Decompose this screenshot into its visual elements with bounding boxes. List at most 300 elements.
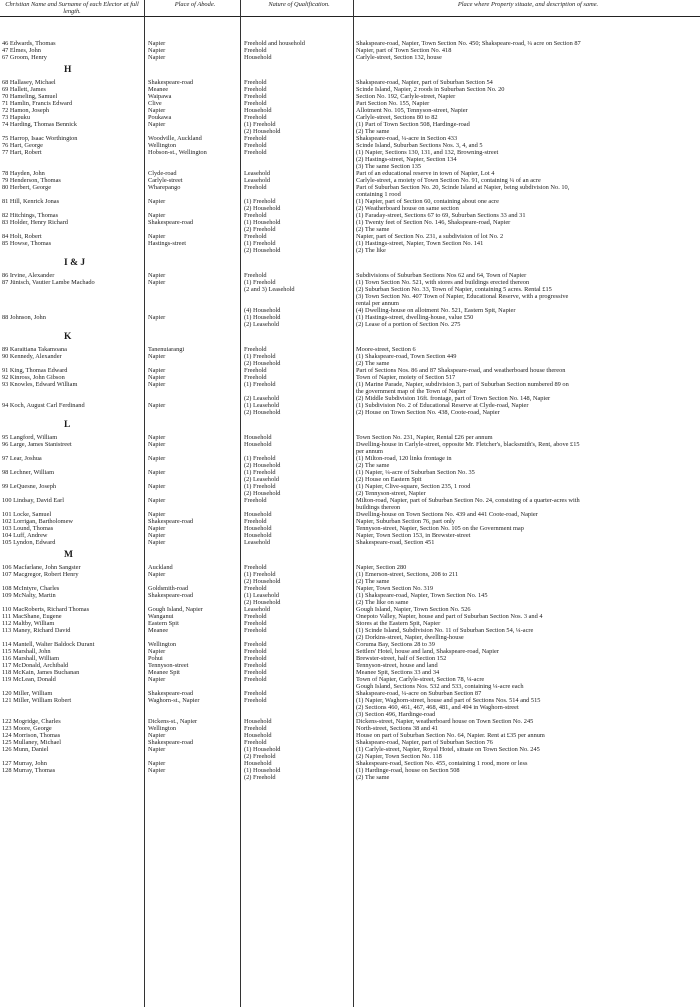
qualification: Freehold <box>244 374 267 381</box>
elector-name: 90 Kennedy, Alexander <box>2 353 62 360</box>
table-row <box>0 226 700 233</box>
place-of-abode: Napier <box>148 511 166 518</box>
qualification: Freehold <box>244 184 267 191</box>
header-rule <box>0 16 700 17</box>
elector-name: 70 Hameling, Samuel <box>2 93 58 100</box>
table-row <box>0 163 700 170</box>
table-row <box>0 599 700 606</box>
qualification: Household <box>244 532 272 539</box>
qualification: (1) Freehold <box>244 571 276 578</box>
elector-name: 101 Locke, Samuel <box>2 511 52 518</box>
property-description: (1) Twenty feet of Section No. 146, Shakspeare-road, Napier <box>356 219 511 226</box>
place-of-abode: Tennyson-street <box>148 662 189 669</box>
qualification: (2) Leasehold <box>244 476 280 483</box>
place-of-abode: Napier <box>148 212 166 219</box>
table-row <box>0 79 700 86</box>
qualification: (2) Household <box>244 599 281 606</box>
table-row <box>0 353 700 360</box>
property-description: Subdivisions of Suburban Sections Nos 62 and 64, Town of Napier <box>356 272 527 279</box>
property-description: (1) Hastings-street, Napier, Town Section No. 141 <box>356 240 484 247</box>
place-of-abode: Napier <box>148 469 166 476</box>
qualification: Leasehold <box>244 177 271 184</box>
elector-name: 115 Marshall, John <box>2 648 51 655</box>
property-description: Brewster-street, half of Section 152 <box>356 655 447 662</box>
qualification: (1) Leasehold <box>244 592 280 599</box>
table-row <box>0 86 700 93</box>
qualification: Household <box>244 760 272 767</box>
table-row <box>0 114 700 121</box>
table-row <box>0 54 700 61</box>
property-description: Carlyle-street, Section 132, house <box>356 54 442 61</box>
property-description: Dickens-street, Napier, weatherboard house on Town Section No. 245 <box>356 718 534 725</box>
property-description: House on part of Suburban Section No. 64, Napier. Rent at £35 per annum <box>356 732 545 739</box>
property-description: Carlyle-street, Sections 80 to 82 <box>356 114 438 121</box>
qualification: Freehold <box>244 79 267 86</box>
place-of-abode: Napier <box>148 121 166 128</box>
table-row <box>0 504 700 511</box>
table-row <box>0 634 700 641</box>
elector-name: 85 Howse, Thomas <box>2 240 52 247</box>
property-description: (3) Section 496, Hardinge-road <box>356 711 436 718</box>
qualification: Freehold <box>244 641 267 648</box>
elector-name: 125 Mullaney, Michael <box>2 739 61 746</box>
property-description: Section No. 192, Carlyle-street, Napier <box>356 93 456 100</box>
elector-name: 103 Lound, Thomas <box>2 525 54 532</box>
qualification: Freehold <box>244 47 267 54</box>
place-of-abode: Napier <box>148 381 166 388</box>
qualification: (2) Household <box>244 205 281 212</box>
place-of-abode: Napier <box>148 676 166 683</box>
qualification: (2) Household <box>244 247 281 254</box>
qualification: Freehold <box>244 114 267 121</box>
elector-name: 76 Hart, George <box>2 142 43 149</box>
qualification: Freehold and household <box>244 40 305 47</box>
table-row <box>0 121 700 128</box>
qualification: (2) Household <box>244 578 281 585</box>
qualification: Household <box>244 54 272 61</box>
qualification: Freehold <box>244 518 267 525</box>
place-of-abode: Napier <box>148 47 166 54</box>
place-of-abode: Napier <box>148 767 166 774</box>
table-row <box>0 374 700 381</box>
place-of-abode: Napier <box>148 374 166 381</box>
qualification: Freehold <box>244 669 267 676</box>
qualification: Freehold <box>244 233 267 240</box>
qualification: (1) Freehold <box>244 121 276 128</box>
table-row <box>0 483 700 490</box>
section-letter: M <box>64 550 73 560</box>
table-row <box>0 476 700 483</box>
elector-name: 86 Irvine, Alexander <box>2 272 55 279</box>
table-row <box>0 490 700 497</box>
elector-name: 77 Hart, Robert <box>2 149 42 156</box>
property-description: (2) Hastings-street, Napier, Section 134 <box>356 156 457 163</box>
qualification: Freehold <box>244 725 267 732</box>
elector-name: 67 Groom, Henry <box>2 54 47 61</box>
qualification: Household <box>244 732 272 739</box>
table-row <box>0 100 700 107</box>
place-of-abode: Napier <box>148 367 166 374</box>
elector-name: 78 Hayden, John <box>2 170 45 177</box>
header-qualification: Nature of Qualification. <box>268 1 330 8</box>
qualification: (1) Freehold <box>244 381 276 388</box>
elector-name: 91 King, Thomas Edward <box>2 367 68 374</box>
qualification: Freehold <box>244 272 267 279</box>
property-description: (2) The like on same <box>356 599 409 606</box>
property-description: North-street, Sections 38 and 41 <box>356 725 438 732</box>
elector-name: 123 Moore, George <box>2 725 52 732</box>
table-row <box>0 156 700 163</box>
place-of-abode: Napier <box>148 54 166 61</box>
elector-name: 114 Mantell, Walter Baldock Durant <box>2 641 95 648</box>
qualification: (1) Freehold <box>244 483 276 490</box>
qualification: Freehold <box>244 620 267 627</box>
place-of-abode: Shakespeare-road <box>148 690 194 697</box>
table-row <box>0 718 700 725</box>
property-description: Dwelling-house in Carlyle-street, opposite Mr. Fletcher's, blacksmith's, Rent, above £15 <box>356 441 580 448</box>
elector-name: 47 Elmes, John <box>2 47 41 54</box>
place-of-abode: Napier <box>148 107 166 114</box>
place-of-abode: Gough Island, Napier <box>148 606 203 613</box>
property-description: Part Section No. 155, Napier <box>356 100 430 107</box>
property-description: Shakspeare-road, Napier, part of Suburban Section 76 <box>356 739 493 746</box>
property-description: (2) House on Eastern Spit <box>356 476 422 483</box>
table-row <box>0 760 700 767</box>
table-row <box>0 149 700 156</box>
place-of-abode: Wellington <box>148 641 177 648</box>
qualification: Leasehold <box>244 606 271 613</box>
qualification: Freehold <box>244 564 267 571</box>
table-row <box>0 746 700 753</box>
table-row <box>0 613 700 620</box>
elector-name: 83 Holder, Henry Richard <box>2 219 68 226</box>
elector-name: 102 Lorrigan, Bartholomew <box>2 518 73 525</box>
property-description: (1) Emerson-street, Sections, 208 to 211 <box>356 571 459 578</box>
property-description: buildings thereon <box>356 504 401 511</box>
place-of-abode: Napier <box>148 314 166 321</box>
place-of-abode: Napier <box>148 732 166 739</box>
electoral-roll <box>0 40 700 781</box>
elector-name: 72 Hamon, Joseph <box>2 107 50 114</box>
property-description: (2) Middle Subdivision 16ft. frontage, part of Town Section No. 148, Napier <box>356 395 551 402</box>
elector-name: 68 Hallasey, Michael <box>2 79 56 86</box>
property-description: Scinde Island, Napier, 2 roods in Suburban Section No. 20 <box>356 86 505 93</box>
table-row <box>0 725 700 732</box>
elector-name: 97 Lear, Joshua <box>2 455 42 462</box>
qualification: Freehold <box>244 739 267 746</box>
table-row <box>0 592 700 599</box>
qualification: Household <box>244 107 272 114</box>
place-of-abode: Napier <box>148 648 166 655</box>
place-of-abode: Shakespeare-road <box>148 219 194 226</box>
property-description: (2) Lease of a portion of Section No. 275 <box>356 321 461 328</box>
qualification: (1) Household <box>244 314 281 321</box>
qualification: (1) Household <box>244 767 281 774</box>
table-row <box>0 184 700 191</box>
property-description: Part of Sections Nos. 86 and 87 Shakspeare-road, and weatherboard house thereon <box>356 367 566 374</box>
property-description: Napier, part of Section No. 231, a subdivision of lot No. 2 <box>356 233 504 240</box>
place-of-abode: Poukawa <box>148 114 172 121</box>
property-description: (1) Shakspeare-road, Napier, Town Section No. 145 <box>356 592 488 599</box>
qualification: Freehold <box>244 367 267 374</box>
place-of-abode: Napier <box>148 353 166 360</box>
table-row <box>0 247 700 254</box>
property-description: (2) The same <box>356 128 390 135</box>
property-description: rental per annum <box>356 300 399 307</box>
qualification: (1) Household <box>244 746 281 753</box>
table-row <box>0 641 700 648</box>
table-row <box>0 455 700 462</box>
qualification: (2) Freehold <box>244 753 276 760</box>
header-elector-name: Christian Name and Surname of each Elector at full length. <box>5 1 139 15</box>
table-row <box>0 662 700 669</box>
place-of-abode: Napier <box>148 198 166 205</box>
place-of-abode: Shakespeare-road <box>148 518 194 525</box>
property-description: (1) Scinde Island, Subdivision No. 11 of Suburban Section 54, ¼-acre <box>356 627 534 634</box>
table-row <box>0 205 700 212</box>
table-row <box>0 107 700 114</box>
property-description: (2) Tennyson-street, Napier <box>356 490 426 497</box>
property-description: Town of Napier, Carlyle-street, Section 78, ¼-acre <box>356 676 485 683</box>
property-description: the government map of the Town of Napier <box>356 388 466 395</box>
table-row <box>0 402 700 409</box>
table-row <box>0 434 700 441</box>
place-of-abode: Woodville, Auckland <box>148 135 202 142</box>
elector-name: 109 McNalty, Martin <box>2 592 56 599</box>
property-description: Part of an educational reserve in town of Napier, Lot 4 <box>356 170 495 177</box>
property-description: (1) Shakspeare-road, Town Section 449 <box>356 353 457 360</box>
place-of-abode: Napier <box>148 40 166 47</box>
property-description: (3) The same Section 135 <box>356 163 422 170</box>
place-of-abode: Napier <box>148 441 166 448</box>
table-row <box>0 128 700 135</box>
elector-name: 93 Knowles, Edward William <box>2 381 78 388</box>
table-row <box>0 135 700 142</box>
table-row <box>0 346 700 353</box>
qualification: (1) Freehold <box>244 240 276 247</box>
property-description: Meanee Spit, Sections 33 and 34 <box>356 669 440 676</box>
property-description: Shakespeare-road, Section 451 <box>356 539 435 546</box>
property-description: (1) Hardinge-road, house on Section 508 <box>356 767 460 774</box>
property-description: Napier, Suburban Section 76, part only <box>356 518 455 525</box>
elector-name: 79 Henderson, Thomas <box>2 177 61 184</box>
elector-name: 104 Luff, Andrew <box>2 532 48 539</box>
property-description: Shakspeare-road, ¼-acre on Suburban Section 87 <box>356 690 482 697</box>
place-of-abode: Shakespeare-road <box>148 592 194 599</box>
property-description: (1) Part of Town Section 508, Hardinge-road <box>356 121 470 128</box>
place-of-abode: Wharepango <box>148 184 181 191</box>
table-row <box>0 518 700 525</box>
place-of-abode: Pohui <box>148 655 163 662</box>
qualification: Freehold <box>244 212 267 219</box>
elector-name: 89 Karaitiana Takamoana <box>2 346 67 353</box>
property-description: (2) Weatherboard house on same section <box>356 205 459 212</box>
table-row <box>0 739 700 746</box>
elector-name: 75 Harrop, Isaac Worthington <box>2 135 78 142</box>
elector-name: 100 Lindsay, David Earl <box>2 497 64 504</box>
table-row <box>0 497 700 504</box>
elector-name: 113 Maney, Richard David <box>2 627 71 634</box>
property-description: (2) The same <box>356 578 390 585</box>
table-row <box>0 655 700 662</box>
property-description: Onepoto Valley, Napier, house and part of Suburban Section Nos. 3 and 4 <box>356 613 543 620</box>
table-row <box>0 409 700 416</box>
property-description: (1) Marine Parade, Napier, subdivision 3, part of Suburban Section numbered 89 on <box>356 381 569 388</box>
place-of-abode: Waipawa <box>148 93 172 100</box>
qualification: Leasehold <box>244 170 271 177</box>
table-row <box>0 219 700 226</box>
table-row <box>0 191 700 198</box>
place-of-abode: Wellington <box>148 725 177 732</box>
property-description: Shakespeare-road, Section No. 455, containing 1 rood, more or less <box>356 760 528 767</box>
elector-name: 92 Kinross, John Gibson <box>2 374 65 381</box>
table-row <box>0 286 700 293</box>
qualification: (2 and 3) Leasehold <box>244 286 295 293</box>
property-description: (2) Suburban Section No. 33, Town of Napier, containing 5 acres. Rental £15 <box>356 286 552 293</box>
property-description: Napier, Town Section No. 319 <box>356 585 434 592</box>
header-place-of-abode: Place of Abode. <box>174 1 216 8</box>
place-of-abode: Carlyle-street <box>148 177 183 184</box>
place-of-abode: Meanee Spit <box>148 669 180 676</box>
qualification: Freehold <box>244 346 267 353</box>
qualification: Household <box>244 718 272 725</box>
place-of-abode: Goldsmith-road <box>148 585 189 592</box>
elector-name: 108 McIntyre, Charles <box>2 585 60 592</box>
qualification: Freehold <box>244 690 267 697</box>
place-of-abode: Napier <box>148 279 166 286</box>
place-of-abode: Hastings-street <box>148 240 187 247</box>
table-row <box>0 177 700 184</box>
place-of-abode: Shakespeare-road <box>148 739 194 746</box>
place-of-abode: Eastern Spit <box>148 620 179 627</box>
property-description: Napier, part of Town Section No. 418 <box>356 47 452 54</box>
table-row <box>0 307 700 314</box>
table-row <box>0 571 700 578</box>
table-row <box>0 690 700 697</box>
elector-name: 96 Large, James Stanistreet <box>2 441 72 448</box>
place-of-abode: Napier <box>148 571 166 578</box>
qualification: Household <box>244 441 272 448</box>
place-of-abode: Napier <box>148 497 166 504</box>
property-description: per annum <box>356 448 383 455</box>
place-of-abode: Shakespeare-road <box>148 79 194 86</box>
table-row <box>0 198 700 205</box>
elector-name: 46 Edwards, Thomas <box>2 40 56 47</box>
table-row <box>0 711 700 718</box>
table-row <box>0 767 700 774</box>
elector-name: 107 Macgregor, Robert Henry <box>2 571 79 578</box>
property-description: (1) Milton-road, 120 links frontage in <box>356 455 452 462</box>
elector-name: 84 Holt, Robert <box>2 233 42 240</box>
elector-name: 126 Munn, Daniel <box>2 746 49 753</box>
table-row <box>0 511 700 518</box>
table-row <box>0 233 700 240</box>
elector-name: 74 Harding, Thomas Bennick <box>2 121 77 128</box>
property-description: Town Section No. 231, Napier, Rental £26 per annum <box>356 434 493 441</box>
qualification: (1) Freehold <box>244 455 276 462</box>
qualification: Freehold <box>244 135 267 142</box>
table-row <box>0 620 700 627</box>
table-row <box>0 448 700 455</box>
property-description: (1) Napier, Sections 130, 131, and 132, Browning-street <box>356 149 499 156</box>
qualification: (1) Freehold <box>244 353 276 360</box>
qualification: Freehold <box>244 93 267 100</box>
elector-name: 128 Murray, Thomas <box>2 767 56 774</box>
property-description: (2) House on Town Section No. 438, Coote-road, Napier <box>356 409 500 416</box>
qualification: (2) Household <box>244 409 281 416</box>
elector-name: 94 Koch, August Carl Ferdinand <box>2 402 85 409</box>
property-description: (1) Faraday-street, Sections 67 to 69, Suburban Sections 33 and 31 <box>356 212 526 219</box>
table-row <box>0 697 700 704</box>
elector-name: 87 Jünisch, Vautier Lambe Machado <box>2 279 95 286</box>
property-description: Gough Island, Napier, Town Section No. 526 <box>356 606 471 613</box>
qualification: Freehold <box>244 86 267 93</box>
property-description: Shakspeare-road, Napier, part of Suburban Section 54 <box>356 79 493 86</box>
qualification: Freehold <box>244 655 267 662</box>
place-of-abode: Auckland <box>148 564 173 571</box>
property-description: Napier, Town Section 153, in Brewster-street <box>356 532 471 539</box>
table-row <box>0 293 700 300</box>
table-row <box>0 142 700 149</box>
section-letter: K <box>64 332 72 342</box>
place-of-abode: Hobson-st., Wellington <box>148 149 207 156</box>
table-row <box>0 441 700 448</box>
qualification: (1) Freehold <box>244 279 276 286</box>
table-row <box>0 532 700 539</box>
place-of-abode: Clive <box>148 100 162 107</box>
table-row <box>0 47 700 54</box>
table-row <box>0 704 700 711</box>
elector-name: 82 Hitchings, Thomas <box>2 212 59 219</box>
place-of-abode: Napier <box>148 525 166 532</box>
property-description: containing 1 rood <box>356 191 401 198</box>
elector-name: 120 Miller, William <box>2 690 53 697</box>
property-description: (3) Town Section No. 407 Town of Napier, Educational Reserve, with a progressive <box>356 293 569 300</box>
table-row <box>0 676 700 683</box>
qualification: Freehold <box>244 662 267 669</box>
qualification: Freehold <box>244 497 267 504</box>
elector-name: 122 Mogridge, Charles <box>2 718 61 725</box>
elector-name: 112 Maltby, William <box>2 620 55 627</box>
property-description: (2) The like <box>356 247 386 254</box>
table-row <box>0 314 700 321</box>
table-row <box>0 93 700 100</box>
elector-name: 81 Hill, Kenrick Jonas <box>2 198 60 205</box>
qualification: Freehold <box>244 585 267 592</box>
qualification: Leasehold <box>244 539 271 546</box>
qualification: Freehold <box>244 697 267 704</box>
property-description: (1) Hastings-street, dwelling-house, value £50 <box>356 314 474 321</box>
table-row <box>0 648 700 655</box>
qualification: Freehold <box>244 648 267 655</box>
elector-name: 117 McDonald, Archibald <box>2 662 69 669</box>
property-description: Gough Island, Sections Nos. 532 and 533, containing ¼-acre each <box>356 683 524 690</box>
property-description: Coruma Bay, Sections 28 to 39 <box>356 641 435 648</box>
property-description: (4) Dwelling-house on allotment No. 521, Eastern Spit, Napier <box>356 307 516 314</box>
place-of-abode: Meanee <box>148 86 169 93</box>
property-description: (1) Napier, Waghorn-street, house and part of Sections Nos. 514 and 515 <box>356 697 541 704</box>
table-row <box>0 360 700 367</box>
table-row <box>0 300 700 307</box>
table-row <box>0 683 700 690</box>
table-row <box>0 212 700 219</box>
elector-name: 69 Hallett, James <box>2 86 46 93</box>
place-of-abode: Napier <box>148 233 166 240</box>
place-of-abode: Napier <box>148 272 166 279</box>
qualification: (1) Freehold <box>244 469 276 476</box>
elector-name: 73 Hapuku <box>2 114 31 121</box>
table-row <box>0 669 700 676</box>
